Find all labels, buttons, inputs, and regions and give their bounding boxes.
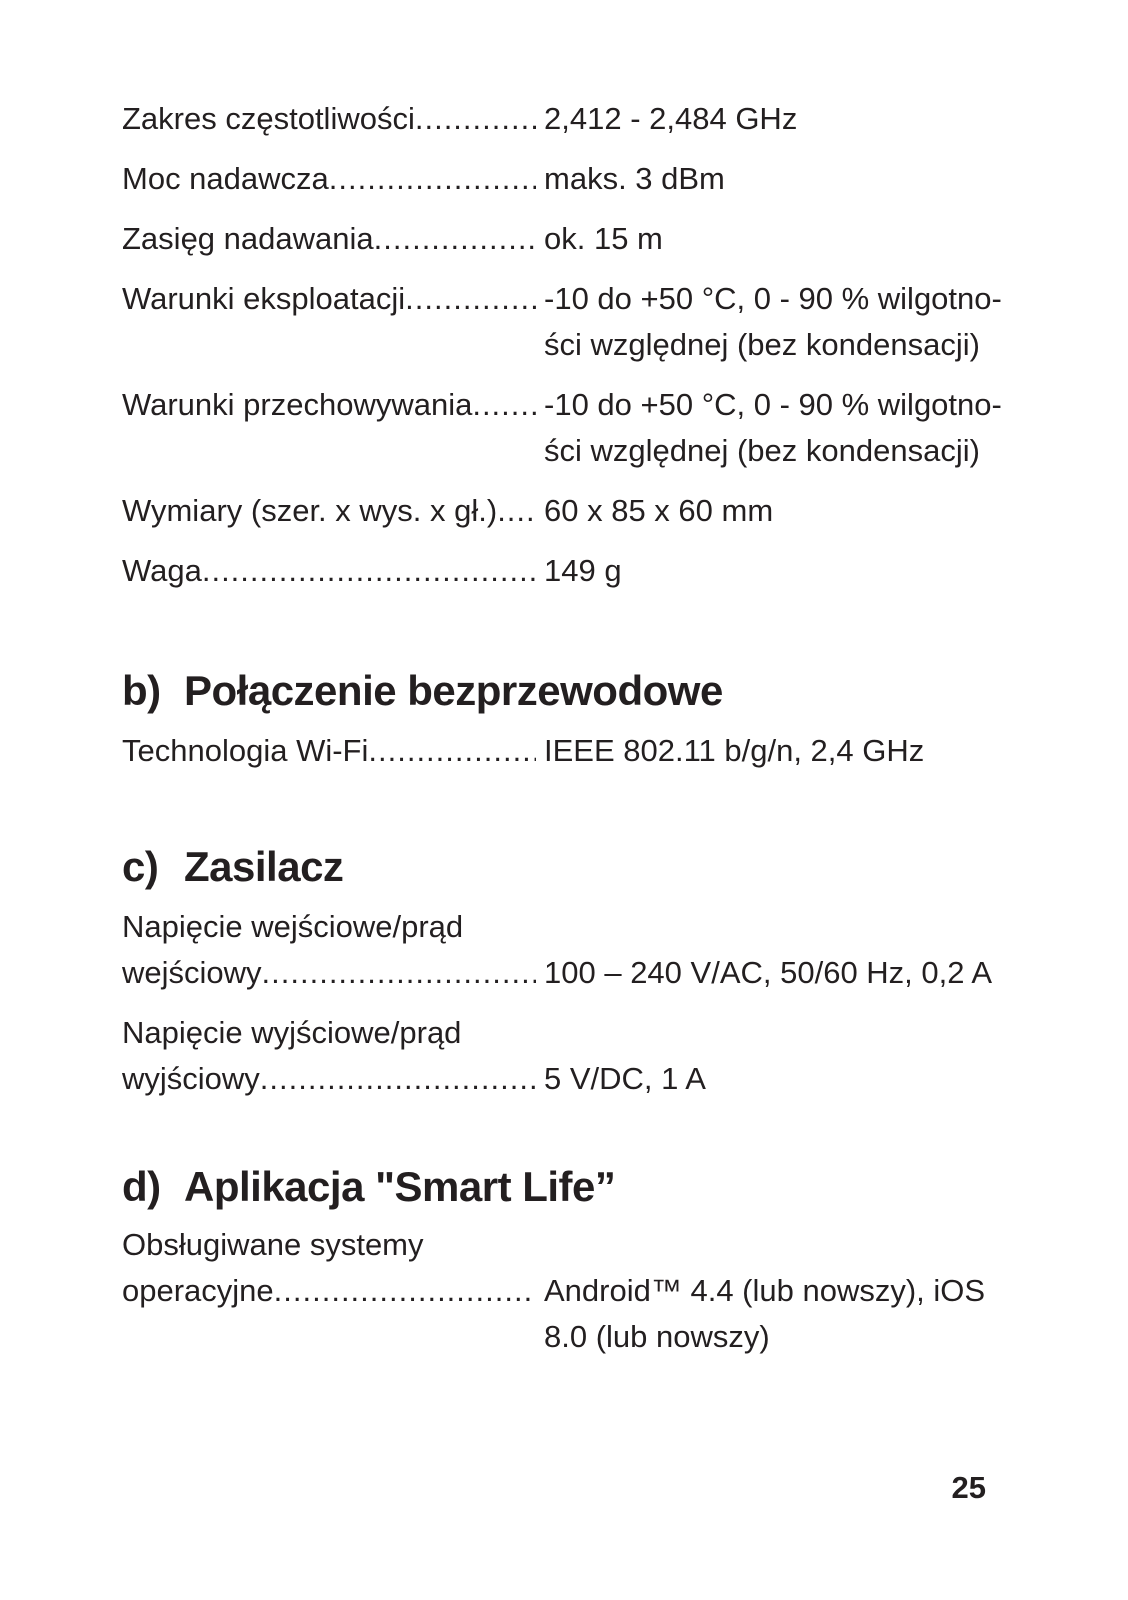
spec-label: operacyjne	[122, 1273, 274, 1308]
spec-label: Moc nadawcza	[122, 161, 329, 196]
leader-dots	[260, 1056, 536, 1102]
section-title: Aplikacja "Smart Life”	[184, 1163, 616, 1210]
spec-value: 5 V/DC, 1 A	[544, 1061, 706, 1096]
spec-label-line1: Obsługiwane systemy	[122, 1227, 424, 1262]
leader-dots	[329, 156, 536, 202]
leader-dots	[202, 548, 536, 594]
spec-label: Warunki przechowywania	[122, 387, 473, 422]
spec-label-line1: Napięcie wejściowe/prąd	[122, 909, 464, 944]
spec-row	[122, 216, 1008, 262]
spec-value: 2,412 - 2,484 GHz	[544, 101, 798, 136]
spec-label: Wymiary (szer. x wys. x gł.)	[122, 493, 498, 528]
spec-row	[122, 904, 1008, 996]
spec-value: 60 x 85 x 60 mm	[544, 493, 774, 528]
spec-row	[122, 382, 1008, 474]
section-title: Połączenie bezprzewodowe	[184, 667, 723, 714]
spec-label: Zakres częstotliwości	[122, 101, 415, 136]
spec-row	[122, 156, 1008, 202]
section-letter: c)	[122, 843, 159, 890]
leader-dots	[405, 276, 536, 322]
leader-dots	[274, 1268, 536, 1314]
spec-row	[122, 276, 1008, 368]
document-page	[122, 96, 1008, 1374]
leader-dots	[368, 728, 536, 774]
spec-row	[122, 488, 1008, 534]
spec-list	[122, 96, 1008, 594]
section-heading-d	[122, 1160, 1008, 1214]
spec-row	[122, 1010, 1008, 1102]
spec-label-line1: Napięcie wyjściowe/prąd	[122, 1015, 462, 1050]
leader-dots	[374, 216, 536, 262]
leader-dots	[497, 488, 536, 534]
spec-value: 100 – 240 V/AC, 50/60 Hz, 0,2 A	[544, 955, 993, 990]
section-title: Zasilacz	[184, 843, 344, 890]
spec-label: Warunki eksploatacji	[122, 281, 406, 316]
spec-value: maks. 3 dBm	[544, 161, 725, 196]
page-number: 25	[951, 1470, 986, 1505]
section-heading-b	[122, 664, 1008, 718]
leader-dots	[472, 382, 536, 428]
spec-label: wyjściowy	[122, 1061, 260, 1096]
spec-value: -10 do +50 °C, 0 - 90 % wilgotno-	[544, 387, 1002, 422]
section-letter: b)	[122, 667, 161, 714]
section-heading-c	[122, 840, 1008, 894]
spec-label: Zasięg nadawania	[122, 221, 374, 256]
spec-value-cont: ści względnej (bez kondensacji)	[544, 327, 980, 362]
spec-value-cont: ści względnej (bez kondensacji)	[544, 433, 980, 468]
spec-label: Technologia Wi-Fi	[122, 733, 369, 768]
spec-row	[122, 1222, 1008, 1360]
spec-value: ok. 15 m	[544, 221, 663, 256]
spec-value: IEEE 802.11 b/g/n, 2,4 GHz	[544, 733, 925, 768]
spec-value: -10 do +50 °C, 0 - 90 % wilgotno-	[544, 281, 1002, 316]
spec-value-cont: 8.0 (lub nowszy)	[544, 1319, 770, 1354]
spec-value: Android™ 4.4 (lub nowszy), iOS	[544, 1273, 986, 1308]
spec-row	[122, 96, 1008, 142]
section-letter: d)	[122, 1163, 161, 1210]
spec-value: 149 g	[544, 553, 622, 588]
spec-row	[122, 548, 1008, 594]
leader-dots	[415, 96, 536, 142]
spec-label: wejściowy	[122, 955, 262, 990]
spec-row	[122, 728, 1008, 774]
spec-label: Waga	[122, 553, 202, 588]
leader-dots	[262, 950, 536, 996]
